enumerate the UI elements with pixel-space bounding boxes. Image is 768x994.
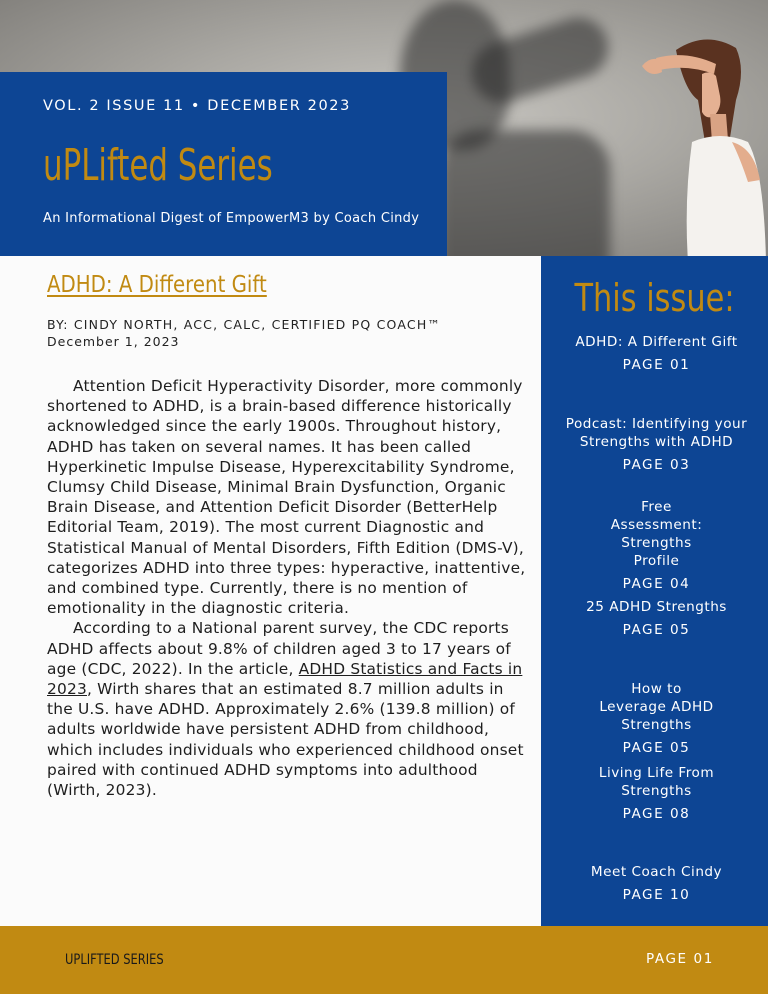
toc-item[interactable]	[549, 863, 764, 903]
toc-item[interactable]	[549, 333, 764, 373]
toc-item-title: Meet Coach Cindy	[590, 864, 723, 880]
article-byline: BY: CINDY NORTH, ACC, CALC, CERTIFIED PQ COACH™	[47, 317, 442, 332]
toc-item-title: Podcast: Identifying your Strengths with ADHD	[565, 416, 748, 450]
series-subtitle: An Informational Digest of EmpowerM3 by Coach Cindy	[43, 211, 420, 226]
issue-line: VOL. 2 ISSUE 11 • DECEMBER 2023	[43, 98, 351, 114]
series-title: uPLifted Series	[43, 140, 273, 191]
footer-series-name: UPLIFTED SERIES	[65, 952, 164, 968]
toc-item[interactable]	[549, 498, 764, 592]
article-paragraph	[47, 618, 529, 800]
toc-item-page: PAGE 05	[622, 740, 691, 756]
statistics-article-link[interactable]: ADHD Statistics and Facts in 2023	[47, 659, 523, 699]
toc-item-page: PAGE 08	[622, 806, 691, 822]
wall-shadow-body	[440, 130, 610, 262]
article-body	[47, 376, 529, 800]
toc-item[interactable]	[549, 415, 764, 473]
toc-item-page: PAGE 01	[622, 357, 691, 373]
article-date: December 1, 2023	[47, 334, 180, 349]
toc-item-page: PAGE 04	[622, 576, 691, 592]
toc-item-title: 25 ADHD Strengths	[586, 599, 727, 615]
toc-item-page: PAGE 05	[622, 622, 691, 638]
toc-item-title: How to Leverage ADHD Strengths	[599, 681, 714, 733]
paragraph-text: , Wirth shares that an estimated 8.7 million adults in the U.S. have ADHD. Approximately 2.6% (139.8 million) of adults worldwide have persistent ADHD from childhood, which includes individuals who experienced childhood onset paired with continued ADHD symptoms into adulthood (Wirth, 2023).	[47, 680, 524, 800]
toc-item-page: PAGE 10	[622, 887, 691, 903]
toc-item-title: Free Assessment: Strengths Profile	[610, 499, 703, 569]
toc-item-page: PAGE 03	[622, 457, 691, 473]
toc-item[interactable]	[549, 598, 764, 638]
article-title: ADHD: A Different Gift	[47, 272, 267, 298]
toc-item-title: Living Life From Strengths	[598, 765, 715, 799]
paragraph-text: According to a National parent survey, the CDC reports ADHD affects about 9.8% of children aged 3 to 17 years of age (CDC, 2022). In the article,	[47, 619, 511, 678]
toc-item[interactable]	[549, 764, 764, 822]
woman-photo	[636, 30, 768, 262]
toc-item-title: ADHD: A Different Gift	[575, 334, 738, 350]
footer-page-number: PAGE 01	[646, 951, 714, 967]
toc-item[interactable]	[549, 680, 764, 756]
toc-title: This issue:	[574, 276, 735, 320]
article-paragraph: Attention Deficit Hyperactivity Disorder, more commonly shortened to ADHD, is a brain-based difference historically acknowledged since the early 1900s. Throughout history, ADHD has taken on several names. It has been called Hyperkinetic Impulse Disease, Hyperexcitability Syndrome, Clumsy Child Disease, Minimal Brain Dysfunction, Organic Brain Disease, and Attention Deficit Disorder (BetterHelp Editorial Team, 2019). The most current Diagnostic and Statistical Manual of Mental Disorders, Fifth Edition (DMS-V), categorizes ADHD into three types: hyperactive, inattentive, and combined type. Currently, there is no mention of emotionality in the diagnostic criteria.	[47, 377, 526, 618]
